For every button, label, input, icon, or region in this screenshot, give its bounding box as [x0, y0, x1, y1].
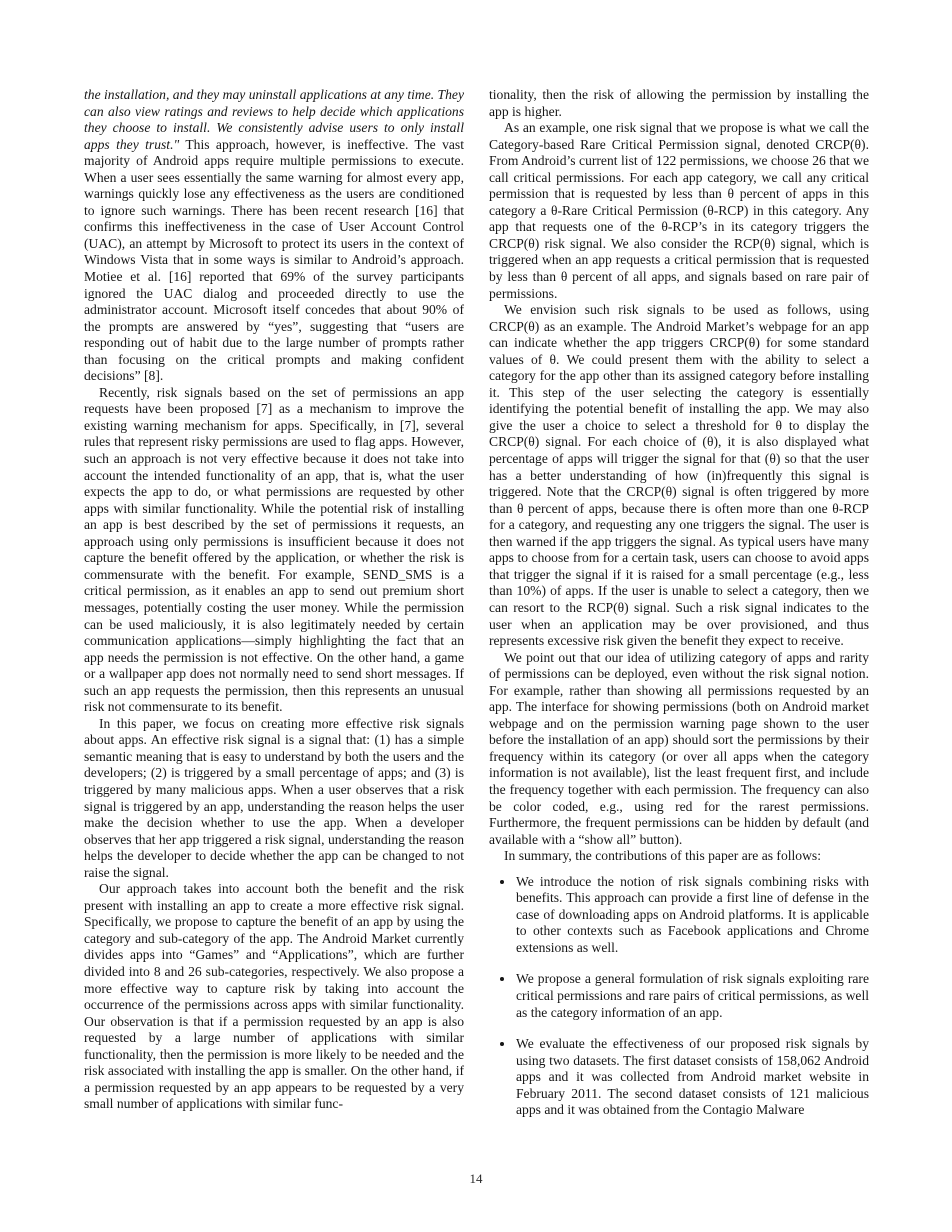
- continuation-paragraph: [84, 87, 464, 385]
- paragraph-summary-intro: In summary, the contributions of this paper are as follows:: [504, 848, 821, 864]
- quoted-policy-text: the installation, and they may uninstall applications at any time. They can also view ratings and reviews to help decide which applications they choose to install. We consistently advise users to only install apps they trust.": [84, 87, 464, 152]
- paragraph-category-rarity-deployment: We point out that our idea of utilizing category of apps and rarity of permissions can be deployed, even without the risk signal notion. For example, rather than showing all permissions requested by an app. The interface for showing permissions (both on Android market webpage and on the permission warning page shown to the user before the installation of an app) should sort the permissions by their frequency within its category (or over all apps when the category information is not available), list the least frequent first, and include the frequency together with each permission. The frequency can also be color coded, e.g., using red for the rarest permissions. Furthermore, the frequent permissions can be hidden by default (and available with a “show all” button).: [489, 649, 869, 847]
- page-number: 14: [469, 1171, 483, 1186]
- paragraph-risk-higher-continuation: tionality, then the risk of allowing the permission by installing the app is higher.: [489, 87, 869, 119]
- paragraph-risk-signals-prior-work: Recently, risk signals based on the set of permissions an app requests have been proposed [7] as a mechanism to improve the existing warning mechanism for apps. Specifically, in [7], several rules that represent risky permissions are used to flag apps. However, such an approach is not very effective because it does not take into account the intended functionality of an app, that is, what the user expects the app to do, or what permissions are requested by other apps with similar functionality. While the potential risk of installing an app is best described by the set of permissions it requests, an approach using only permissions is insufficient because it does not capture the benefit offered by the application, or whether the risk is commensurate with the benefit. For example, SEND_SMS is a critical permission, as it enables an app to send out premium short messages, potentially costing the user money. While the permission can be used maliciously, it is also legitimately needed by certain communication applications—simply highlighting the fact that an app needs the permission is not effective. On the other hand, a game or a wallpaper app does not normally need to send short messages. If such an app requests the permission, then this represents an unusual risk not commensurate to its benefit.: [84, 384, 464, 715]
- contribution-item-risk-signals-notion: • We introduce the notion of risk signals combining risks with benefits. This approach can provide a first line of defense in the case of downloading apps on Android platforms. It is applicable to other contexts such as Facebook applications and Chrome extensions as well.: [515, 874, 869, 957]
- right-column: [489, 87, 869, 1119]
- contributions-list: [489, 874, 869, 1119]
- continuation-paragraph-rest: This approach, however, is ineffective. The vast majority of Android apps require multiple permissions to execute. When a user sees essentially the same warning for almost every app, warnings quickly lose any effectiveness as the users are conditioned to ignore such warnings. There has been recent research [16] that confirms this ineffectiveness in the case of User Account Control (UAC), an attempt by Microsoft to protect its users in the context of Windows Vista that in some ways is similar to Android’s approach. Motiee et al. [16] reported that 69% of the survey participants ignored the UAC dialog and proceeded directly to use the administrator account. Microsoft itself concedes that about 90% of the prompts are answered by “yes”, suggesting that “users are responding out of habit due to the large number of prompts rather than focusing on the critical prompts and making confident decisions” [8].: [84, 136, 464, 384]
- left-column: [84, 87, 464, 1119]
- paragraph-envision-usage: We envision such risk signals to be used as follows, using CRCP(θ) as an example. The Android Market’s webpage for an app can indicate whether the app triggers CRCP(θ) for some standard values of θ. We could present them with the ability to select a category for the app other than its assigned category before installing it. This step of the user selecting the category is essentially identifying the potential benefit of installing the app. We may also give the user a choice to select a threshold for θ to display the CRCP(θ) signal. For each choice of (θ), it is also displayed what percentage of apps will trigger the signal for that (θ) so that the user has a better understanding of how (in)frequently this signal is triggered. Note that the CRCP(θ) signal is often triggered by more than θ percent of apps, because there is often more than one θ-RCP for a category, and requesting any one triggers the signal. The user is then warned if the app triggers the signal. As typical users have many apps to choose from for a certain task, users can choose to avoid apps that trigger the signal if it is raised for a small percentage (e.g., less than 10%) of apps. If the user is unable to select a category, then we can resort to the RCP(θ) signal. Such a risk signal indicates to the user when an application may be over provisioned, and thus represents excessive risk given the benefit they expect to receive.: [489, 302, 869, 649]
- contribution-item-evaluation-datasets: • We evaluate the effectiveness of our proposed risk signals by using two datasets. The first dataset consists of 158,062 Android apps and it was collected from Android market website in February 2011. The second dataset consists of 121 malicious apps and it was obtained from the Contagio Malware: [515, 1036, 869, 1119]
- paragraph-effective-risk-signal-criteria: In this paper, we focus on creating more effective risk signals about apps. An effective risk signal is a signal that: (1) has a simple semantic meaning that is easy to understand by both the users and the developers; (2) is triggered by a small percentage of apps; and (3) is triggered by many malicious apps. When a user observes that a risk signal is triggered by an app, understanding the reason helps the user make the decision whether to use the app. When a developer observes that her app triggered a risk signal, understanding the reason helps the developer to decide whether the app can be changed to not raise the signal.: [84, 715, 464, 880]
- paragraph-benefit-and-risk-approach: Our approach takes into account both the benefit and the risk present with installing an app to create a more effective risk signal. Specifically, we propose to capture the benefit of an app by using the category and sub-category of the app. The Android Market currently divides apps into “Games” and “Applications”, which are further divided into 8 and 26 sub-categories, respectively. We also propose a more effective way to capture risk by taking into account the occurrence of the permissions across apps with similar functionality. Our observation is that if a permission requested by an app is also requested by a large number of applications with similar functionality, then the permission is more likely to be needed and the risk associated with installing the app is smaller. On the other hand, if a permission requested by an app appears to be requested by a very small number of applications with similar func-: [84, 881, 464, 1112]
- paragraph-crcp-example: As an example, one risk signal that we propose is what we call the Category-based Rare Critical Permission signal, denoted CRCP(θ). From Android’s current list of 122 permissions, we choose 26 that we call critical permissions. For each app category, we call any critical permission that is requested by less than θ percent of apps in this category a θ-Rare Critical Permission (θ-RCP) in this category. Any app that requests one of the θ-RCP’s in its category triggers the CRCP(θ) risk signal. We also consider the RCP(θ) signal, which is triggered when an app requests a critical permission that is requested by less than θ percent of all apps, and signals based on rare pair of permissions.: [489, 120, 869, 301]
- contribution-item-general-formulation: • We propose a general formulation of risk signals exploiting rare critical permissions and rare pairs of critical permissions, as well as the category information of an app.: [515, 971, 869, 1021]
- two-column-body: [84, 87, 869, 1119]
